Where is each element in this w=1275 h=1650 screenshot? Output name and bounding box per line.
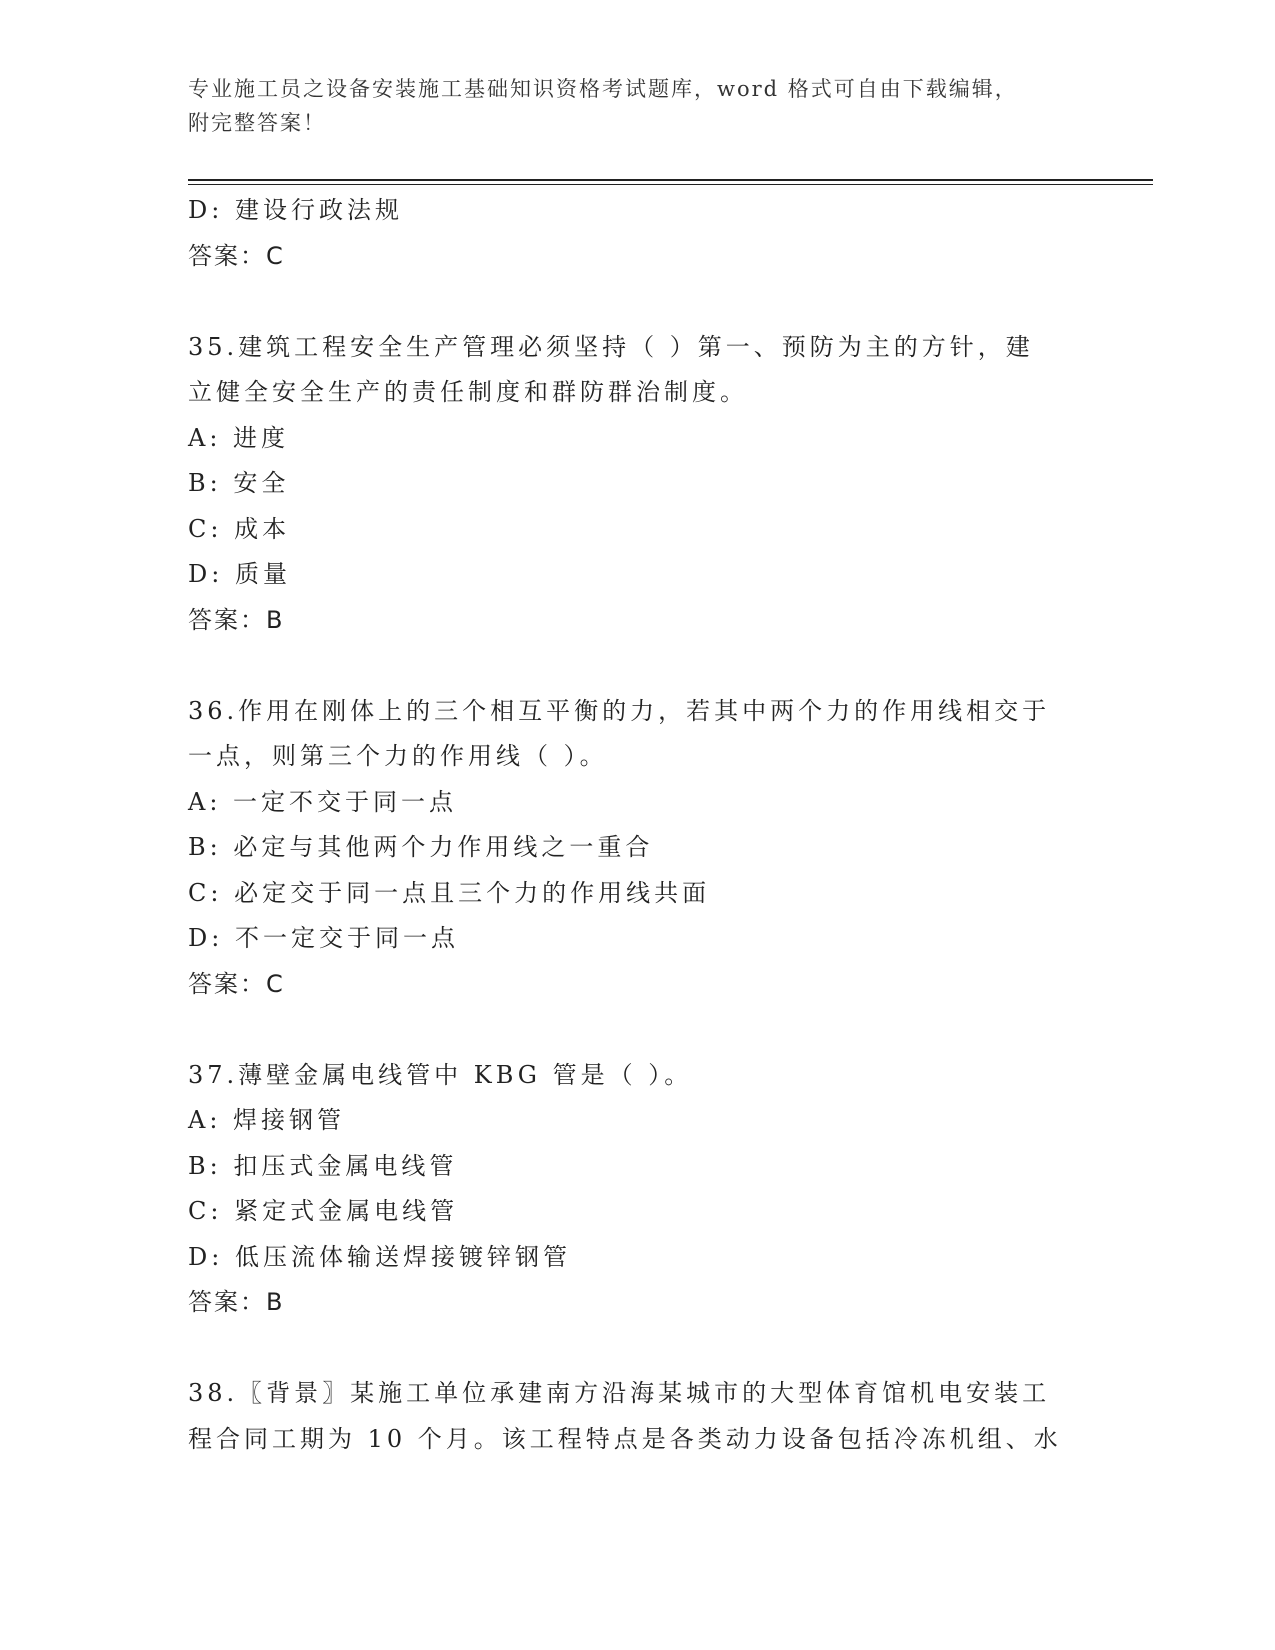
answer-line: 答案：B: [188, 605, 285, 634]
question-content: [188, 188, 1088, 1462]
header-line-1: 专业施工员之设备安装施工基础知识资格考试题库，word 格式可自由下载编辑，: [188, 77, 1018, 101]
document-header: [188, 72, 1068, 140]
option-d: D: 不一定交于同一点: [188, 924, 459, 952]
question-37: [188, 1053, 1088, 1326]
question-stem: 立健全安全生产的责任制度和群防群治制度。: [188, 378, 748, 406]
header-divider-thick: [188, 179, 1153, 181]
option-a: A: 一定不交于同一点: [188, 787, 458, 816]
spacer: [188, 643, 1088, 689]
question-stem: 36.作用在刚体上的三个相互平衡的力，若其中两个力的作用线相交于: [188, 696, 1051, 725]
option-a: A: 焊接钢管: [188, 1106, 346, 1134]
spacer: [188, 1326, 1088, 1372]
answer-line: 答案：C: [188, 969, 285, 998]
answer-line: 答案：C: [188, 241, 285, 270]
option-d: D: 低压流体输送焊接镀锌钢管: [188, 1242, 571, 1271]
question-stem: 37.薄壁金属电线管中 KBG 管是（ ）。: [188, 1060, 693, 1089]
answer-line: 答案：B: [188, 1288, 285, 1316]
question-36: [188, 689, 1088, 1008]
option-c: C: 紧定式金属电线管: [188, 1197, 459, 1225]
option-c: C: 必定交于同一点且三个力的作用线共面: [188, 878, 711, 907]
header-line-2: 附完整答案！: [188, 111, 326, 135]
question-stem: 38.〖背景〗某施工单位承建南方沿海某城市的大型体育馆机电安装工: [188, 1379, 1051, 1407]
option-b: B: 扣压式金属电线管: [188, 1151, 458, 1180]
question-38: [188, 1371, 1088, 1462]
option-a: A: 进度: [188, 423, 290, 452]
option-d: D: 质量: [188, 560, 291, 588]
header-divider-thin: [188, 184, 1153, 185]
spacer: [188, 1007, 1088, 1053]
option-d: D: 建设行政法规: [188, 196, 403, 224]
question-35: [188, 325, 1088, 644]
question-stem: 程合同工期为 10 个月。该工程特点是各类动力设备包括冷冻机组、水: [188, 1424, 1062, 1453]
option-c: C: 成本: [188, 514, 291, 543]
option-b: B: 必定与其他两个力作用线之一重合: [188, 833, 654, 861]
question-stem: 35.建筑工程安全生产管理必须坚持（ ）第一、预防为主的方针，建: [188, 332, 1034, 361]
spacer: [188, 279, 1088, 325]
question-stem: 一点，则第三个力的作用线（ ）。: [188, 742, 608, 770]
option-b: B: 安全: [188, 469, 290, 497]
